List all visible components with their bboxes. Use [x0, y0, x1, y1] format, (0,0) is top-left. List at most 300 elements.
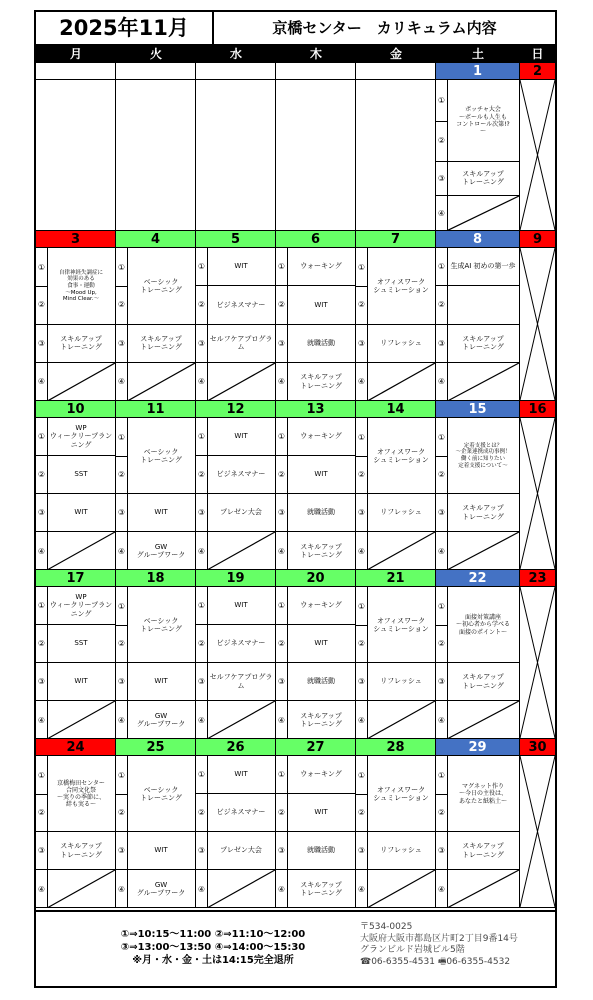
no-class-diagonal — [127, 363, 195, 401]
slot-number: ③ — [436, 494, 448, 531]
class-name: WIT — [234, 262, 248, 271]
time-slot — [36, 625, 115, 663]
footer — [36, 910, 555, 986]
slot-number-divider — [436, 121, 447, 122]
slot-number: ③ — [356, 325, 368, 362]
year-month-title: 2025年11月 — [36, 12, 214, 46]
slot-number: ① — [116, 756, 128, 794]
class-name: GW グループワーク — [136, 542, 186, 559]
class-name: スキルアップ トレーニング — [300, 542, 342, 559]
slot-number: ④ — [36, 870, 48, 908]
day-number: 22 — [436, 570, 519, 587]
slot-number-divider — [356, 286, 367, 287]
slot-number: ① — [276, 248, 288, 285]
weekday-label: 土 — [471, 47, 484, 61]
slot-number: ② — [36, 286, 48, 323]
time-slot — [276, 701, 355, 739]
time-slot — [196, 248, 275, 286]
slot-number: ② — [36, 456, 48, 493]
slot-number: ② — [196, 794, 208, 831]
slot-number-divider — [116, 625, 127, 626]
day-cell — [276, 739, 356, 908]
slot-number: ③ — [36, 832, 48, 869]
class-name: WIT — [314, 470, 328, 479]
weekday-label: 火 — [149, 47, 162, 61]
slot-number: ④ — [356, 532, 368, 570]
class-name: オフィスワーク シュミレーション — [373, 616, 429, 633]
time-slot — [196, 532, 275, 570]
time-slot — [196, 756, 275, 794]
time-slot — [36, 418, 115, 456]
class-name: 定着支援とは？ ～企業連携成功事例！ 働く前に知りたい 定着支援について～ — [455, 442, 511, 469]
no-class-diagonal — [207, 870, 275, 908]
class-name: リフレッシュ — [380, 338, 422, 347]
slot-number: ③ — [196, 832, 208, 869]
weekday-header-row — [36, 46, 555, 63]
street-address: 大阪府大阪市都島区片町2丁目9番14号 — [360, 933, 518, 944]
day-number — [356, 63, 435, 80]
day-number: 11 — [116, 401, 195, 418]
class-name: オフィスワーク シュミレーション — [373, 447, 429, 464]
time-slot — [196, 625, 275, 663]
class-name: WP ウィークリープランニング — [49, 592, 113, 618]
time-slot — [356, 701, 435, 739]
day-number: 1 — [436, 63, 519, 80]
slot-number: ① — [276, 418, 288, 455]
no-class-diagonal — [367, 870, 435, 908]
day-cell — [36, 570, 116, 739]
slot-number: ① — [116, 248, 128, 286]
time-slot — [436, 162, 519, 197]
time-schedule-note: ※月・水・金・土は14:15完全退所 — [132, 955, 294, 966]
time-slot — [196, 494, 275, 532]
time-slot — [116, 248, 195, 295]
slot-number: ① — [36, 418, 48, 455]
slot-number-divider — [436, 456, 447, 457]
slot-number: ④ — [436, 196, 448, 231]
slot-number: ② — [356, 456, 368, 493]
time-slot — [356, 663, 435, 701]
slot-number: ③ — [116, 494, 128, 531]
time-slot — [276, 625, 355, 663]
slot-number: ① — [116, 587, 128, 625]
class-name: ウォーキング — [300, 770, 342, 779]
time-slot — [196, 794, 275, 832]
day-number: 9 — [520, 231, 555, 248]
day-cell — [196, 231, 276, 401]
slot-number: ③ — [116, 832, 128, 869]
slot-number: ③ — [36, 494, 48, 531]
time-slot — [356, 418, 435, 464]
time-slot — [116, 532, 195, 570]
day-cell — [436, 739, 520, 908]
slot-number: ② — [436, 121, 448, 161]
day-number: 27 — [276, 739, 355, 756]
day-number: 13 — [276, 401, 355, 418]
day-number: 20 — [276, 570, 355, 587]
class-name: 京橋梅田センター 合同文化祭 ～実りの季節に、 絆も実る～ — [56, 779, 105, 809]
slot-number: ② — [116, 286, 128, 323]
slot-number: ② — [436, 286, 448, 323]
time-slot — [276, 663, 355, 701]
slot-number: ④ — [356, 870, 368, 908]
no-class-diagonal — [367, 701, 435, 739]
calendar-week — [36, 231, 555, 401]
time-slot — [196, 701, 275, 739]
time-slot — [196, 363, 275, 401]
class-name: ビジネスマナー — [216, 808, 266, 817]
time-slot — [356, 363, 435, 401]
time-slot — [436, 196, 519, 231]
class-name: ウォーキング — [300, 262, 342, 271]
class-name: WP ウィークリープランニング — [49, 423, 113, 449]
no-class-diagonal — [367, 532, 435, 570]
time-slot — [436, 832, 519, 870]
slot-number: ① — [196, 587, 208, 624]
slot-number: ③ — [116, 325, 128, 362]
class-name: スキルアップ トレーニング — [60, 334, 102, 352]
slot-number: ① — [196, 248, 208, 285]
class-name: プレゼン大会 — [220, 846, 262, 855]
time-slot — [276, 870, 355, 908]
slot-number: ② — [276, 286, 288, 323]
time-slot — [356, 832, 435, 870]
day-cell — [436, 231, 520, 401]
slot-number: ④ — [116, 532, 128, 570]
slot-number: ① — [36, 248, 48, 286]
class-name: WIT — [314, 808, 328, 817]
time-slot — [116, 587, 195, 633]
slot-number: ② — [36, 794, 48, 831]
day-cell — [116, 231, 196, 401]
slot-number: ③ — [436, 663, 448, 700]
day-cell — [276, 570, 356, 739]
time-schedule-line-2: ③⇒13:00～13:50 ④⇒14:00～15:30 — [120, 942, 306, 953]
center-address — [360, 922, 518, 968]
class-name: スキルアップ トレーニング — [300, 711, 342, 728]
no-class-diagonal — [207, 363, 275, 401]
day-number: 29 — [436, 739, 519, 756]
day-number — [116, 63, 195, 80]
slot-number: ② — [116, 625, 128, 662]
time-slot — [116, 494, 195, 532]
slot-number: ④ — [196, 870, 208, 908]
slot-number: ③ — [356, 832, 368, 869]
class-name: スキルアップ トレーニング — [462, 842, 504, 859]
closed-day-cross — [520, 248, 555, 400]
slot-number: ① — [356, 587, 368, 625]
class-name: ベーシック トレーニング — [140, 447, 182, 464]
time-slot — [196, 587, 275, 625]
time-slot — [36, 248, 115, 303]
time-slot — [436, 663, 519, 701]
day-cell — [520, 570, 555, 739]
slot-number-divider — [116, 456, 127, 457]
class-name: リフレッシュ — [380, 846, 422, 855]
day-cell — [436, 570, 520, 739]
day-number: 23 — [520, 570, 555, 587]
slot-number: ③ — [196, 494, 208, 531]
day-number: 19 — [196, 570, 275, 587]
class-name: 自律神経失調症に 効果のある 食事・運動 ～Mood Up, Mind Clear.～ — [58, 269, 103, 303]
time-slot — [276, 418, 355, 456]
slot-number: ② — [116, 794, 128, 831]
time-slot — [36, 701, 115, 739]
slot-number: ④ — [356, 701, 368, 739]
day-cell — [36, 63, 116, 231]
slot-number: ② — [196, 456, 208, 493]
no-class-diagonal — [447, 363, 519, 401]
time-slot — [116, 870, 195, 908]
class-name: 生成AI 初めの第一歩 — [450, 262, 516, 271]
slot-number: ② — [196, 625, 208, 662]
class-name: WIT — [234, 770, 248, 779]
slot-number-divider — [36, 286, 47, 287]
time-slot — [276, 832, 355, 870]
day-cell — [196, 63, 276, 231]
time-slot — [436, 756, 519, 805]
slot-number: ③ — [36, 325, 48, 362]
slot-number: ① — [436, 418, 448, 456]
day-cell — [116, 401, 196, 570]
slot-number: ① — [116, 418, 128, 456]
weekday-label: 月 — [69, 47, 82, 61]
slot-number: ④ — [436, 363, 448, 401]
day-number: 17 — [36, 570, 115, 587]
no-class-diagonal — [447, 870, 519, 908]
class-name: ベーシック トレーニング — [140, 785, 182, 802]
slot-number: ② — [436, 456, 448, 493]
day-cell — [36, 401, 116, 570]
no-class-diagonal — [207, 701, 275, 739]
class-name: 面接対策講座 ～初心者から学べる 面接のポイント～ — [455, 614, 510, 636]
day-cell — [36, 231, 116, 401]
day-number — [196, 63, 275, 80]
closed-day-cross — [520, 80, 555, 230]
slot-number: ② — [36, 625, 48, 662]
class-name: 就職活動 — [307, 677, 335, 686]
slot-number: ④ — [196, 532, 208, 570]
day-cell — [276, 401, 356, 570]
class-name: WIT — [154, 677, 168, 686]
time-schedule — [98, 928, 328, 967]
class-name: GW グループワーク — [136, 711, 186, 728]
slot-number: ② — [196, 286, 208, 323]
slot-number: ④ — [436, 532, 448, 570]
day-cell — [116, 63, 196, 231]
day-number: 30 — [520, 739, 555, 756]
day-number: 2 — [520, 63, 555, 80]
day-number: 21 — [356, 570, 435, 587]
class-name: WIT — [234, 432, 248, 441]
day-number — [36, 63, 115, 80]
slot-number-divider — [36, 794, 47, 795]
weekday-label: 日 — [531, 47, 544, 61]
slot-number: ③ — [436, 162, 448, 196]
closed-day-cross — [520, 756, 555, 907]
class-name: ビジネスマナー — [216, 639, 266, 648]
time-slot — [196, 325, 275, 363]
day-number: 24 — [36, 739, 115, 756]
building-name: グランビルド岩城ビル5階 — [360, 945, 465, 955]
slot-number: ③ — [356, 663, 368, 700]
time-slot — [436, 494, 519, 532]
class-name: ウォーキング — [300, 601, 342, 610]
class-name: スキルアップ トレーニング — [462, 673, 504, 690]
class-name: 就職活動 — [307, 846, 335, 855]
slot-number: ② — [356, 625, 368, 662]
slot-number: ③ — [116, 663, 128, 700]
class-name: GW グループワーク — [136, 880, 186, 897]
class-name: リフレッシュ — [380, 677, 422, 686]
slot-number: ① — [436, 248, 448, 285]
slot-number: ② — [276, 625, 288, 662]
time-slot — [436, 701, 519, 739]
slot-number: ④ — [276, 870, 288, 908]
slot-number: ③ — [436, 832, 448, 869]
time-slot — [36, 363, 115, 401]
slot-number: ① — [36, 587, 48, 624]
time-slot — [356, 248, 435, 295]
slot-number: ① — [356, 418, 368, 456]
time-slot — [276, 248, 355, 286]
day-cell — [520, 739, 555, 908]
day-number: 4 — [116, 231, 195, 248]
time-slot — [356, 756, 435, 802]
day-number: 26 — [196, 739, 275, 756]
weekday-label: 金 — [389, 47, 402, 61]
slot-number: ① — [196, 418, 208, 455]
time-slot — [36, 456, 115, 494]
time-slot — [436, 587, 519, 636]
day-cell — [36, 739, 116, 908]
slot-number: ③ — [276, 325, 288, 362]
time-slot — [196, 832, 275, 870]
slot-number: ① — [436, 80, 448, 121]
slot-number: ④ — [276, 532, 288, 570]
time-slot — [116, 325, 195, 363]
day-number: 7 — [356, 231, 435, 248]
day-number: 6 — [276, 231, 355, 248]
class-name: スキルアップ トレーニング — [462, 170, 504, 187]
day-number — [276, 63, 355, 80]
class-name: ボッチャ大会 ～ボールも人生も コントロール次第!? ～ — [456, 106, 510, 135]
class-name: 就職活動 — [307, 508, 335, 517]
calendar-week — [36, 401, 555, 570]
day-number: 14 — [356, 401, 435, 418]
day-cell — [196, 570, 276, 739]
day-cell — [196, 739, 276, 908]
time-slot — [276, 587, 355, 625]
day-cell — [196, 401, 276, 570]
slot-number: ④ — [36, 532, 48, 570]
class-name: 就職活動 — [307, 338, 335, 347]
class-name: ベーシック トレーニング — [140, 616, 182, 633]
time-slot — [436, 286, 519, 324]
day-cell — [356, 739, 436, 908]
day-cell — [356, 401, 436, 570]
class-name: リフレッシュ — [380, 508, 422, 517]
day-cell — [276, 63, 356, 231]
time-slot — [436, 532, 519, 570]
time-slot — [36, 325, 115, 363]
slot-number: ① — [436, 756, 448, 794]
no-class-diagonal — [47, 701, 115, 739]
slot-number: ③ — [196, 325, 208, 362]
no-class-diagonal — [47, 870, 115, 908]
class-name: WIT — [74, 508, 88, 517]
class-name: ウォーキング — [300, 432, 342, 441]
time-slot — [356, 587, 435, 633]
slot-number: ④ — [276, 363, 288, 401]
time-slot — [276, 494, 355, 532]
time-slot — [196, 286, 275, 324]
slot-number: ④ — [356, 363, 368, 401]
time-slot — [276, 325, 355, 363]
class-name: オフィスワーク シュミレーション — [373, 277, 429, 295]
slot-number-divider — [116, 286, 127, 287]
no-class-diagonal — [47, 532, 115, 570]
time-slot — [276, 286, 355, 324]
time-slot — [436, 325, 519, 363]
slot-number-divider — [116, 794, 127, 795]
slot-number: ④ — [116, 870, 128, 908]
slot-number: ② — [356, 794, 368, 831]
time-slot — [276, 794, 355, 832]
time-slot — [116, 832, 195, 870]
slot-number: ④ — [36, 701, 48, 739]
day-cell — [520, 63, 555, 231]
day-number: 28 — [356, 739, 435, 756]
class-name: オフィスワーク シュミレーション — [373, 785, 429, 802]
class-name: スキルアップ トレーニング — [60, 842, 102, 859]
time-slot — [116, 756, 195, 802]
slot-number: ① — [276, 756, 288, 793]
slot-number: ④ — [436, 701, 448, 739]
class-name: スキルアップ トレーニング — [462, 504, 504, 521]
time-slot — [276, 756, 355, 794]
time-slot — [36, 663, 115, 701]
slot-number-divider — [356, 794, 367, 795]
time-slot — [276, 532, 355, 570]
slot-number: ④ — [116, 701, 128, 739]
time-slot — [356, 494, 435, 532]
slot-number: ④ — [116, 363, 128, 401]
slot-number: ③ — [276, 494, 288, 531]
day-cell — [356, 63, 436, 231]
slot-number: ② — [116, 456, 128, 493]
day-number: 3 — [36, 231, 115, 248]
time-slot — [116, 701, 195, 739]
weekday-label: 水 — [229, 47, 242, 61]
class-name: スキルアップ トレーニング — [462, 334, 504, 352]
time-slot — [196, 418, 275, 456]
class-name: WIT — [154, 508, 168, 517]
slot-number: ③ — [276, 832, 288, 869]
time-slot — [36, 832, 115, 870]
class-name: ビジネスマナー — [216, 300, 266, 309]
class-name: マグネット作り ～今日の主役は、 あなたと紙粘土～ — [458, 783, 507, 805]
time-slot — [436, 248, 519, 286]
time-slot — [356, 870, 435, 908]
slot-number: ② — [436, 625, 448, 662]
time-slot — [196, 663, 275, 701]
slot-number: ② — [276, 794, 288, 831]
day-number: 18 — [116, 570, 195, 587]
slot-number: ③ — [356, 494, 368, 531]
day-number: 15 — [436, 401, 519, 418]
slot-number: ④ — [276, 701, 288, 739]
